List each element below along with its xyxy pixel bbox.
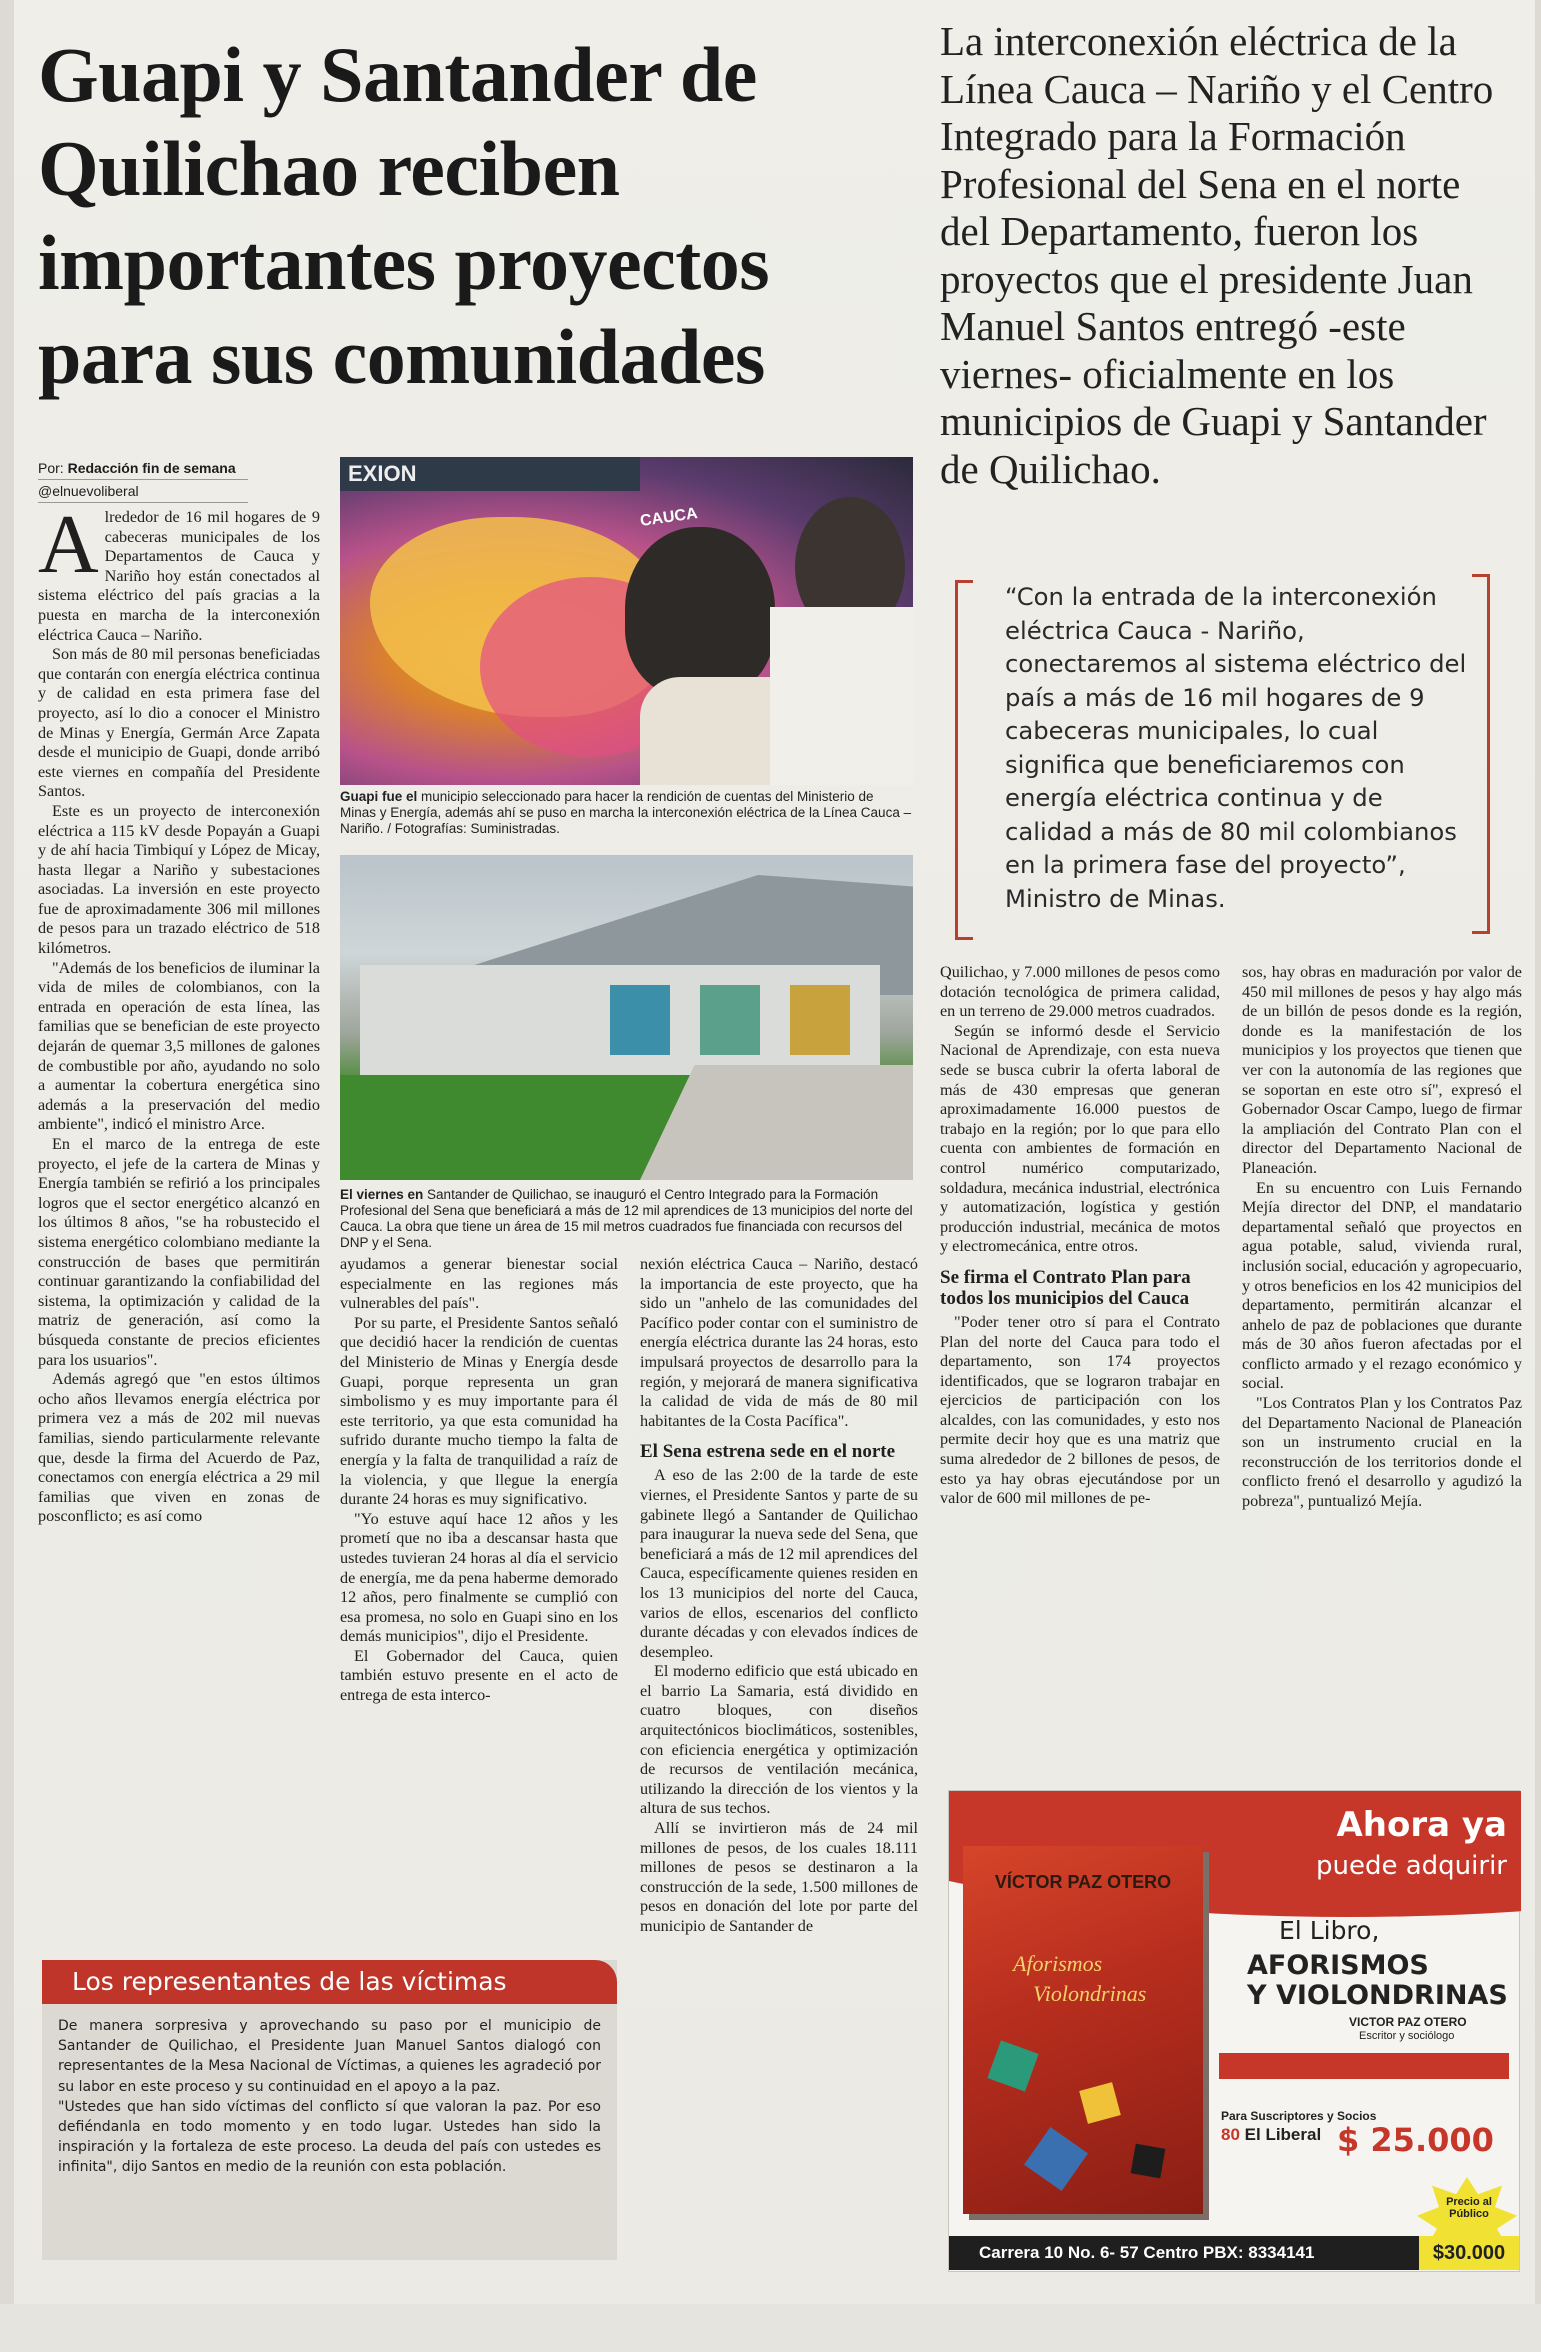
byline-author: Redacción fin de semana xyxy=(67,460,236,476)
book-advertisement xyxy=(948,1790,1520,2272)
subheading-sena: El Sena estrena sede en el norte xyxy=(640,1441,896,1463)
book-cover-author: VÍCTOR PAZ OTERO xyxy=(994,1872,1172,1892)
article-paragraph xyxy=(38,498,320,645)
paragraph-text: lrededor de 16 mil hogares de 9 cabeceras municipales de los Departamentos de Cauca y Nariño hoy están conectados al sistema eléctrico del país gracias a la puesta en marcha de la interconexión eléctrica Cauca – Nariño. xyxy=(38,508,320,644)
photo2-caption-lead: El viernes en xyxy=(340,1187,424,1202)
ad-subheadline: puede adquirir xyxy=(1316,1851,1507,1881)
article-paragraph: Según se informó desde el Servicio Nacional de Aprendizaje, con esta nueva sede se busca cubrir la oferta laboral de más de 430 empresas que generan aproximadamente 16.000 puestos de trabajo en la región; por lo que para ello cuenta con ambientes de formación en control numérico computarizado, soldadura, mecánica industrial, electrónica y automatización, logística y gestión producción industrial, mecánica de motos y electromecánica, entre otros. xyxy=(940,1021,1220,1256)
book-cover-shape xyxy=(1131,2144,1166,2179)
ad-book-title xyxy=(1247,1951,1508,2011)
article-column-5 xyxy=(1242,963,1522,1512)
page-edge-bottom xyxy=(0,2304,1541,2352)
photo1-caption-text: municipio seleccionado para hacer la rendición de cuentas del Ministerio de Minas y Energía, además ahí se puso en marcha la interconexión eléctrica de la Línea Cauca – Nariño. / Fotografías: Suministradas. xyxy=(340,789,912,836)
ad-subscriber-price: $ 25.000 xyxy=(1337,2121,1494,2159)
article-paragraph: El moderno edificio que está ubicado en el barrio La Samaria, está dividido en cuatro bloques, con diseños arquitectónicos bioclimáticos, sostenibles, con eficiencia energética y optimización de recursos de ventilación mecánica, utilizando la dirección de los vientos y la altura de sus techos. xyxy=(640,1662,918,1818)
photo1-caption xyxy=(340,789,913,837)
ad-red-strip xyxy=(1219,2053,1509,2079)
logo-name: El Liberal xyxy=(1244,2125,1322,2144)
ad-author-role: Escritor y sociólogo xyxy=(1359,2030,1455,2042)
article-paragraph: Por su parte, el Presidente Santos señaló que decidió hacer la rendición de cuentas del Ministerio de Minas y Energía desde Guapi, porque representa un gran simbolismo y es muy importante para él este territorio, ya que esta comunidad ha sufrido durante mucho tiempo la falta de energía y la falta de tranquilidad a raíz de la violencia, y que llegue la energía durante 24 horas es muy significativo. xyxy=(340,1313,618,1509)
photo2-caption-text: Santander de Quilichao, se inauguró el Centro Integrado para la Formación Profesional del Sena que beneficiará a más de 12 mil aprendices de 13 municipios del norte del Cauca. La obra que tiene un área de 15 mil metros cuadrados fue financiada con recursos del DNP y el Sena. xyxy=(340,1187,913,1250)
sidebar-paragraph: "Ustedes que han sido víctimas del conflicto sí que valoran la paz. Por eso defiéndanla en todo momento y en todo lugar. Ustedes han sido la inspiración y la fortaleza de este proceso. La deuda del país con ustedes es infinita", dijo Santos en medio de la reunión con esta población. xyxy=(58,2098,601,2176)
article-column-3 xyxy=(640,1255,918,1937)
photo1-caption-lead: Guapi fue el xyxy=(340,789,418,804)
photo-map-label: CAUCA xyxy=(639,505,699,530)
page-edge-right xyxy=(1535,0,1541,2352)
ad-book-title-line: AFORISMOS xyxy=(1247,1950,1429,1981)
ad-book-title-line: Y VIOLONDRINAS xyxy=(1247,1980,1508,2011)
ad-address-bar: Carrera 10 No. 6- 57 Centro PBX: 8334141 xyxy=(949,2236,1419,2270)
article-paragraph: ayudamos a generar bienestar social especialmente en las regiones más vulnerables del país". xyxy=(340,1255,618,1313)
photo-person-shirt xyxy=(770,607,913,785)
article-paragraph: "Además de los beneficios de iluminar la vida de miles de colombianos, con la entrada en operación de esta línea, las familias que se benefician de este proyecto dejarán de quemar 3,5 millones de galones de combustible por año, ayudando no solo a aumentar la cobertura energética sino además a la preservación del medio ambiente", indicó el ministro Arce. xyxy=(38,958,320,1134)
photo-person-head xyxy=(625,527,775,697)
byline-author-row xyxy=(38,457,248,480)
article-paragraph: Allí se invirtieron más de 24 mil millones de pesos, de los cuales 18.111 millones de pesos se destinaron a la construcción de la sede, 1.500 millones de pesos en donación del lote por parte del municipio de Santander de xyxy=(640,1819,918,1935)
article-column-2 xyxy=(340,1255,618,1706)
ad-public-price: $30.000 xyxy=(1419,2236,1519,2270)
byline-prefix: Por: xyxy=(38,460,64,476)
article-paragraph: Quilichao, y 7.000 millones de pesos como dotación tecnológica de primera calidad, en un terreno de 29.000 metros cuadrados. xyxy=(940,963,1220,1021)
logo-number: 80 xyxy=(1221,2125,1240,2144)
book-cover-title: Aforismos xyxy=(1013,1951,1103,1976)
photo-building-window xyxy=(700,985,760,1055)
ad-subscribers-label: Para Suscriptores y Socios xyxy=(1221,2109,1377,2123)
sidebar-paragraph: De manera sorpresiva y aprovechando su paso por el municipio de Santander de Quilichao, el Presidente Juan Manuel Santos dialogó con representantes de la Mesa Nacional de Víctimas, a quienes les agradeció por su labor en este proceso y su continuidad en el apoyo a la paz. xyxy=(58,2018,601,2095)
book-cover-shape xyxy=(1024,2127,1088,2191)
byline xyxy=(38,457,248,503)
page-edge-left xyxy=(0,0,14,2352)
article-column-1 xyxy=(38,498,320,1527)
article-paragraph: "Los Contratos Plan y los Contratos Paz del Departamento Nacional de Planeación son un instrumento crucial en la reconstrucción de los territorios donde el conflicto frenó el desarrollo y agudizó la pobreza", puntualizó Mejía. xyxy=(1242,1394,1522,1511)
pull-quote xyxy=(975,580,1470,930)
book-cover-title: Violondrinas xyxy=(1033,1981,1147,2006)
article-paragraph: sos, hay obras en maduración por valor de 450 mil millones de pesos y hay algo más de un billón de pesos donde es la región, donde es la manifestación de los municipios y los proyectos que tienen que ver con la autonomía de las regiones que se soportan en este otro sí", expresó el Gobernador Oscar Campo, luego de firmar la ampliación del Contrato Plan con el director del Departamento Nacional de Planeación. xyxy=(1242,963,1522,1177)
quote-bracket-left xyxy=(955,580,973,940)
headline: Guapi y Santander de Quilichao reciben importantes proyectos para sus comunidades xyxy=(38,31,770,400)
el-liberal-logo xyxy=(1221,2125,1321,2145)
article-paragraph: "Yo estuve aquí hace 12 años y les prometí que no iba a descansar hasta que ustedes tuvieran 24 horas al día el servicio de energía, me da pena haberme demorado 12 años, pero finalmente se cumplió con esa promesa, no solo en Guapi sino en los demás municipios", dijo el Presidente. xyxy=(340,1509,618,1646)
photo-banner: EXION xyxy=(340,457,640,491)
article-paragraph: Este es un proyecto de interconexión eléctrica a 115 kV desde Popayán a Guapi y de ahí hacia Timbiquí y López de Micay, hasta llegar a Nariño y subestaciones asociadas. La inversión en este proyecto fue de aproximadamente 306 mil millones de pesos para un trazado eléctrico de 518 kilómetros. xyxy=(38,801,320,958)
article-paragraph: El Gobernador del Cauca, quien también estuvo presente en el acto de entrega de esta interco- xyxy=(340,1646,618,1705)
book-cover-shape xyxy=(1079,2082,1121,2124)
article-paragraph: En su encuentro con Luis Fernando Mejía director del DNP, el mandatario departamental señaló que proyectos en agua potable, salud, vivienda rural, inclusión social, educación y agropecuario, y otros beneficios en los 42 municipios del departamento, permitirán alcanzar el anhelo de paz de poblaciones que durante más de 30 años fueron afectadas por el conflicto armado y el rezago económico y social. xyxy=(1242,1178,1522,1393)
ad-headline: Ahora ya xyxy=(1336,1805,1507,1845)
byline-handle: @elnuevoliberal xyxy=(38,480,248,503)
quote-bracket-right xyxy=(1472,574,1490,934)
photo-map-inspection xyxy=(340,457,913,785)
article-column-4 xyxy=(940,963,1220,1509)
subheading-contrato-plan: Se firma el Contrato Plan para todos los municipios del Cauca xyxy=(940,1266,1191,1309)
article-paragraph: "Poder tener otro sí para el Contrato Plan del norte del Cauca para todo el departamento, son 174 proyectos identificados, que se lograron trabajar en ejercicios de participación con los alcaldes, con las comunidades, y esto nos permite decir hoy que es una matriz que suma alrededor de 2 billones de pesos, de esto ya hay obras ejecutándose por un valor de 600 mil millones de pe- xyxy=(940,1312,1220,1508)
photo-building-window xyxy=(610,985,670,1055)
victims-sidebar xyxy=(42,1960,617,2260)
ad-author-name: VICTOR PAZ OTERO xyxy=(1349,2015,1467,2029)
article-paragraph: A eso de las 2:00 de la tarde de este viernes, el Presidente Santos y parte de su gabinete llegó a Santander de Quilichao para inaugurar la nueva sede del Sena, que beneficiará a más de 12 mil aprendices del Cauca, específicamente quienes residen en los 13 municipios del norte del Cauca, varios de ellos, escenarios del conflicto durante décadas y con elevados índices de desempleo. xyxy=(640,1466,918,1661)
photo-building-window xyxy=(790,985,850,1055)
deck-summary: La interconexión eléctrica de la Línea Cauca – Nariño y el Centro Integrado para la Formación Profesional del Sena en el norte del Departamento, fueron los proyectos que el presidente Juan Manuel Santos entregó -este viernes- oficialmente en los municipios de Guapi y Santander de Quilichao. xyxy=(940,18,1494,492)
sidebar-body xyxy=(42,2004,617,2190)
article-paragraph: Son más de 80 mil personas beneficiadas que contarán con energía eléctrica continua y de calidad en esta primera fase del proyecto, así lo dio a conocer el Ministro de Minas y Energía, Germán Arce Zapata desde el municipio de Guapi, donde arribó este viernes en compañía del Presidente Santos. xyxy=(38,645,320,801)
book-cover-shape xyxy=(987,2040,1038,2091)
ad-public-price-label: Precio al Público xyxy=(1446,2196,1492,2220)
article-paragraph: Además agregó que "en estos últimos ocho años llevamos energía eléctrica por primera vez a más de 202 mil nuevas familias, siendo particularmente relevante que, desde la firma del Acuerdo de Paz, conectamos con energía eléctrica a 29 mil familias que viven en zonas de posconflicto; es así como xyxy=(38,1370,320,1526)
article-paragraph: nexión eléctrica Cauca – Nariño, destacó la importancia de este proyecto, que ha sido un "anhelo de las comunidades del Pacífico poder contar con el suministro de energía eléctrica durante las 24 horas, esto impulsará proyectos de desarrollo para la región, y mejorará de manera significativa la calidad de vida de más de 80 mil habitantes de la Costa Pacífica". xyxy=(640,1255,918,1430)
pull-quote-text: “Con la entrada de la interconexión eléctrica Cauca - Nariño, conectaremos al sistema eléctrico del país a más de 16 mil hogares de 9 cabeceras municipales, lo cual significa que beneficiaremos con energía eléctrica continua y de calidad a más de 80 mil colombianos en la primera fase del proyecto”, Ministro de Minas. xyxy=(1005,582,1467,913)
photo2-caption xyxy=(340,1187,913,1251)
photo-sena-building xyxy=(340,855,913,1180)
article-paragraph: En el marco de la entrega de este proyecto, el jefe de la cartera de Minas y Energía también se refirió a los principales logros que el sector energético alcanzó en los últimos 8 años, "se ha robustecido el sistema energético colombiano mediante la construcción de bases que permitirán continuar garantizando la confiabilidad del sistema, la optimización y calidad de la matriz de generación, así como la búsqueda constante de precios eficientes para los usuarios". xyxy=(38,1135,320,1369)
drop-cap: A xyxy=(38,498,99,591)
sidebar-title: Los representantes de las víctimas xyxy=(42,1960,617,2004)
book-cover-image xyxy=(963,1846,1203,2214)
ad-book-intro: El Libro, xyxy=(1279,1916,1380,1945)
